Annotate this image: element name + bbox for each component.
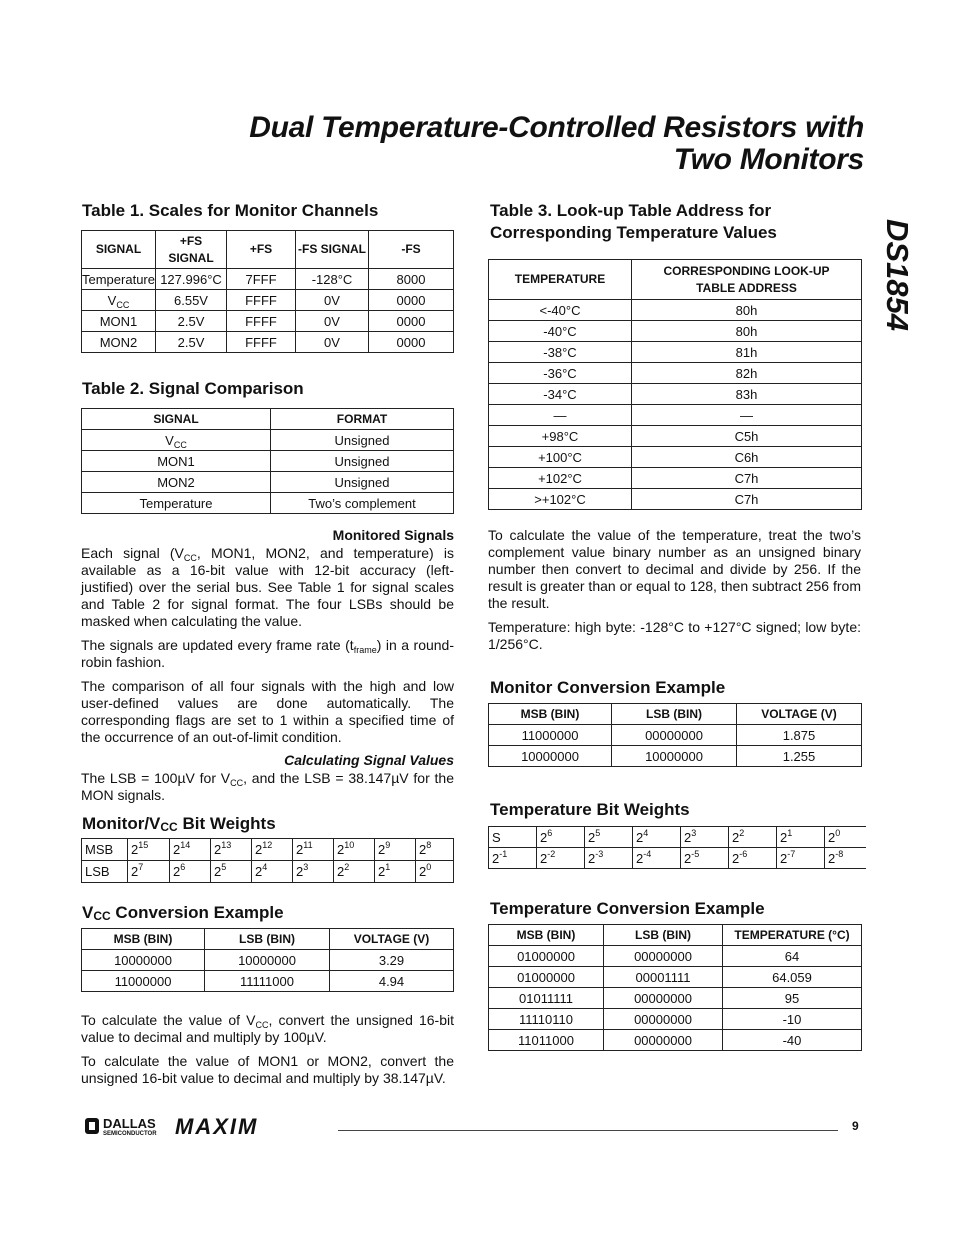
cell: $2^{10}$ xyxy=(334,839,375,861)
cell: MSB xyxy=(82,839,128,861)
cell: 10000000 xyxy=(82,950,205,971)
cell: 11000000 xyxy=(82,971,205,992)
table-row xyxy=(82,430,454,451)
header-cell: MSB (BIN) xyxy=(489,704,612,725)
cell: C6h xyxy=(632,447,862,468)
part-number: DS1854 xyxy=(880,218,915,332)
cell: $2^{15}$ xyxy=(128,839,170,861)
table-row xyxy=(489,342,862,363)
caption-line: Table 3. Look-up Table Address for xyxy=(490,201,772,220)
cell: FFFF xyxy=(227,332,296,353)
dallas-logo-icon xyxy=(85,1114,330,1138)
table-row xyxy=(489,468,862,489)
cell: C7h xyxy=(632,489,862,510)
cell: 00000000 xyxy=(604,1009,723,1030)
table-row xyxy=(82,493,454,514)
cell: 00000000 xyxy=(604,1030,723,1051)
table1-header: SIGNAL xyxy=(82,231,156,269)
temp-bit-weights-table xyxy=(488,826,866,869)
cell: $2^{-8}$ xyxy=(825,848,867,869)
cell-vcc: $V_{CC}$ xyxy=(82,430,271,451)
cell: 0V xyxy=(296,311,369,332)
table2-header: FORMAT xyxy=(271,409,454,430)
cell: $2^5$ xyxy=(211,861,252,883)
cell: 81h xyxy=(632,342,862,363)
table-row xyxy=(489,1030,862,1051)
cell: 01011111 xyxy=(489,988,604,1009)
cell: 6.55V xyxy=(156,290,227,311)
monitor-bit-weights-heading: Monitor/$V_{CC}$ Bit Weights xyxy=(82,814,276,834)
cell: $2^3$ xyxy=(293,861,334,883)
header-cell: VOLTAGE (V) xyxy=(737,704,862,725)
table-row xyxy=(489,447,862,468)
cell: $2^3$ xyxy=(681,827,729,848)
paragraph: The comparison of all four signals with the high and low user-defined values are done automatically. The corresponding flags are set to 1 within a specified time of the occurrence of an out-of-limit condition. xyxy=(81,678,454,745)
cell: 2.5V xyxy=(156,311,227,332)
cell: 11110110 xyxy=(489,1009,604,1030)
cell: +98°C xyxy=(489,426,632,447)
cell: >+102°C xyxy=(489,489,632,510)
header-cell: MSB (BIN) xyxy=(82,929,205,950)
cell: 1.875 xyxy=(737,725,862,746)
cell: $2^4$ xyxy=(252,861,293,883)
cell: $2^8$ xyxy=(416,839,454,861)
cell: 11111000 xyxy=(205,971,330,992)
title-line-2: Two Monitors xyxy=(673,143,864,176)
footer-divider xyxy=(338,1130,838,1131)
cell: 0000 xyxy=(369,311,454,332)
table-row xyxy=(82,290,454,311)
cell: -128°C xyxy=(296,269,369,290)
table-row xyxy=(489,321,862,342)
cell: 11011000 xyxy=(489,1030,604,1051)
cell: $2^2$ xyxy=(729,827,777,848)
cell: $2^1$ xyxy=(777,827,825,848)
table-row xyxy=(489,946,862,967)
table3 xyxy=(488,259,862,510)
cell: 80h xyxy=(632,300,862,321)
paragraph: The signals are updated every frame rate $(t_{frame})$ in a round-robin fashion. xyxy=(81,637,455,670)
table-row xyxy=(489,300,862,321)
document-title xyxy=(249,112,864,176)
page-number: 9 xyxy=(852,1119,859,1133)
cell: MON1 xyxy=(82,451,271,472)
cell: 64.059 xyxy=(723,967,862,988)
header-cell: MSB (BIN) xyxy=(489,925,604,946)
calculating-text xyxy=(81,770,454,811)
table-row xyxy=(489,725,862,746)
cell: 00000000 xyxy=(612,725,737,746)
cell: Temperature xyxy=(82,269,156,290)
part-number-sidebar xyxy=(872,205,922,345)
cell: 4.94 xyxy=(330,971,454,992)
table-row xyxy=(489,426,862,447)
cell: +102°C xyxy=(489,468,632,489)
svg-text:DALLAS: DALLAS xyxy=(103,1116,156,1131)
cell: $2^5$ xyxy=(585,827,633,848)
bottom-left-text xyxy=(81,1012,454,1094)
cell: $2^9$ xyxy=(375,839,416,861)
cell: FFFF xyxy=(227,290,296,311)
cell: 0000 xyxy=(369,290,454,311)
cell: 10000000 xyxy=(205,950,330,971)
cell: 127.996°C xyxy=(156,269,227,290)
header-cell: LSB (BIN) xyxy=(205,929,330,950)
table-row xyxy=(489,827,867,848)
temp-conversion-heading: Temperature Conversion Example xyxy=(490,899,765,918)
paragraph: Each signal ($V_{CC}$, MON1, MON2, and temperature) is available as a 16-bit value with 12-bit accuracy (left-justified) over the serial bus. See Table 1 for signal scales and Table 2 for signal format. The four LSBs should be masked when calculating the value. xyxy=(81,545,454,629)
cell: 11000000 xyxy=(489,725,612,746)
table-row xyxy=(489,988,862,1009)
cell: $2^0$ xyxy=(416,861,454,883)
cell: Unsigned xyxy=(271,430,454,451)
header-cell: LSB (BIN) xyxy=(612,704,737,725)
cell: C5h xyxy=(632,426,862,447)
header-cell: CORRESPONDING LOOK-UP TABLE ADDRESS xyxy=(632,260,862,300)
table1 xyxy=(81,230,454,353)
cell: -36°C xyxy=(489,363,632,384)
cell: $2^{11}$ xyxy=(293,839,334,861)
cell: $2^{-5}$ xyxy=(681,848,729,869)
cell: 8000 xyxy=(369,269,454,290)
table-row xyxy=(82,332,454,353)
table-row xyxy=(489,848,867,869)
table-row xyxy=(489,363,862,384)
cell: 64 xyxy=(723,946,862,967)
cell: <-40°C xyxy=(489,300,632,321)
title-line-1: Dual Temperature-Controlled Resistors with xyxy=(249,111,864,144)
cell: Temperature xyxy=(82,493,271,514)
table1-caption: Table 1. Scales for Monitor Channels xyxy=(82,201,379,220)
table-row xyxy=(489,384,862,405)
table1-header: +FS xyxy=(227,231,296,269)
cell: S xyxy=(489,827,537,848)
cell: -10 xyxy=(723,1009,862,1030)
monitor-bit-weights-table xyxy=(81,838,454,883)
cell: $2^{-3}$ xyxy=(585,848,633,869)
cell: $2^{14}$ xyxy=(170,839,211,861)
table2-caption: Table 2. Signal Comparison xyxy=(82,379,304,398)
cell: $2^{-6}$ xyxy=(729,848,777,869)
table-row xyxy=(82,472,454,493)
cell: -40 xyxy=(723,1030,862,1051)
cell: $2^{-2}$ xyxy=(537,848,585,869)
monitor-conversion-table xyxy=(488,703,862,767)
cell: $2^{-4}$ xyxy=(633,848,681,869)
cell: 3.29 xyxy=(330,950,454,971)
cell: MON2 xyxy=(82,472,271,493)
cell: Two’s complement xyxy=(271,493,454,514)
cell: -34°C xyxy=(489,384,632,405)
cell: 83h xyxy=(632,384,862,405)
header-cell: TEMPERATURE xyxy=(489,260,632,300)
cell: FFFF xyxy=(227,311,296,332)
cell: C7h xyxy=(632,468,862,489)
table-row xyxy=(82,311,454,332)
cell: 0V xyxy=(296,290,369,311)
paragraph: To calculate the value of MON1 or MON2, convert the unsigned 16-bit value to decimal and multiply by 38.147µV. xyxy=(81,1053,454,1086)
table-row xyxy=(82,451,454,472)
cell: 01000000 xyxy=(489,946,604,967)
cell: $2^0$ xyxy=(825,827,867,848)
temp-bit-weights-heading: Temperature Bit Weights xyxy=(490,800,690,819)
cell: $2^4$ xyxy=(633,827,681,848)
cell: Unsigned xyxy=(271,472,454,493)
paragraph: The LSB = 100µV for $V_{CC}$, and the LSB = 38.147µV for the MON signals. xyxy=(81,770,454,803)
cell: 7FFF xyxy=(227,269,296,290)
cell: 00000000 xyxy=(604,946,723,967)
cell: $2^1$ xyxy=(375,861,416,883)
footer-logos xyxy=(85,1114,330,1138)
table-row xyxy=(82,971,454,992)
calculating-heading: Calculating Signal Values xyxy=(284,752,454,768)
paragraph: Temperature: high byte: -128°C to +127°C signed; low byte: 1/256°C. xyxy=(488,619,861,652)
header-cell: LSB (BIN) xyxy=(604,925,723,946)
cell: -38°C xyxy=(489,342,632,363)
cell: $2^{13}$ xyxy=(211,839,252,861)
table-row xyxy=(82,861,454,883)
monitor-conversion-heading: Monitor Conversion Example xyxy=(490,678,726,697)
vcc-conversion-heading: $V_{CC}$ Conversion Example xyxy=(82,903,284,923)
table1-header: -FS SIGNAL xyxy=(296,231,369,269)
monitored-signals-heading: Monitored Signals xyxy=(332,527,454,543)
table-row xyxy=(82,839,454,861)
temp-conversion-table xyxy=(488,924,862,1051)
cell-vcc: $V_{CC}$ xyxy=(82,290,156,311)
maxim-logo-icon: MAXIM xyxy=(175,1114,259,1138)
paragraph: To calculate the value of $V_{CC}$, convert the unsigned 16-bit value to decimal and multiply by 100µV. xyxy=(81,1012,454,1045)
table-row xyxy=(489,489,862,510)
cell: 1.255 xyxy=(737,746,862,767)
cell: $2^2$ xyxy=(334,861,375,883)
caption-line: Corresponding Temperature Values xyxy=(490,223,777,242)
cell: 00000000 xyxy=(604,988,723,1009)
table-row xyxy=(489,405,862,426)
table1-header: +FS SIGNAL xyxy=(156,231,227,269)
cell: +100°C xyxy=(489,447,632,468)
cell: $2^{-7}$ xyxy=(777,848,825,869)
cell: 80h xyxy=(632,321,862,342)
svg-text:SEMICONDUCTOR: SEMICONDUCTOR xyxy=(103,1131,157,1137)
table-row xyxy=(82,269,454,290)
cell: 82h xyxy=(632,363,862,384)
cell: MON1 xyxy=(82,311,156,332)
table1-header: -FS xyxy=(369,231,454,269)
cell: 00001111 xyxy=(604,967,723,988)
header-cell: TEMPERATURE (°C) xyxy=(723,925,862,946)
table-row xyxy=(489,967,862,988)
table2-header: SIGNAL xyxy=(82,409,271,430)
cell: $2^{-1}$ xyxy=(489,848,537,869)
cell: — xyxy=(489,405,632,426)
table-row xyxy=(489,1009,862,1030)
temperature-text xyxy=(488,527,861,660)
cell: 95 xyxy=(723,988,862,1009)
cell: LSB xyxy=(82,861,128,883)
header-cell: VOLTAGE (V) xyxy=(330,929,454,950)
cell: Unsigned xyxy=(271,451,454,472)
vcc-conversion-table xyxy=(81,928,454,992)
cell: — xyxy=(632,405,862,426)
cell: $2^{12}$ xyxy=(252,839,293,861)
cell: 10000000 xyxy=(612,746,737,767)
monitored-signals-text xyxy=(81,545,454,753)
cell: 01000000 xyxy=(489,967,604,988)
paragraph: To calculate the value of the temperature, treat the two’s complement value binary number as an unsigned binary number then convert to decimal and divide by 256. If the result is greater than or equal to 128, then subtract 256 from the result. xyxy=(488,527,861,611)
table-row xyxy=(82,950,454,971)
cell: -40°C xyxy=(489,321,632,342)
cell: 0V xyxy=(296,332,369,353)
table3-caption xyxy=(490,200,777,244)
cell: 0000 xyxy=(369,332,454,353)
cell: $2^6$ xyxy=(537,827,585,848)
table-row xyxy=(489,746,862,767)
cell: 10000000 xyxy=(489,746,612,767)
table2 xyxy=(81,408,454,514)
cell: 2.5V xyxy=(156,332,227,353)
cell: MON2 xyxy=(82,332,156,353)
cell: $2^6$ xyxy=(170,861,211,883)
cell: $2^7$ xyxy=(128,861,170,883)
